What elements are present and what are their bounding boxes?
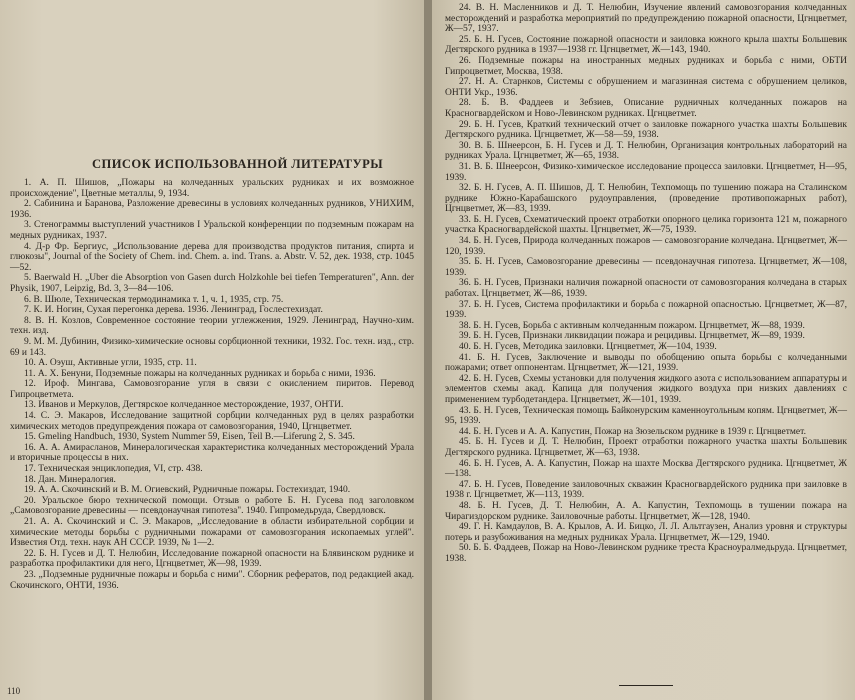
reference-entry: 33. Б. Н. Гусев, Схематический проект отработки опорного целика горизонта 121 м, пожарного участка Красногвардейской шахты. Цгнцветмет, Ж—75, 1939.	[445, 214, 847, 236]
reference-entry: 27. Н. А. Старнков, Системы с обрушением и магазинная система с обрушением целиков, ОНТИ Укр., 1936.	[445, 77, 847, 98]
reference-entry: 14. С. Э. Макаров, Исследование защитной сорбции колчеданных руд в целях разработки химических методов предупреждения пожара от самовозгорания, 1940, Цгнцветмет.	[10, 411, 414, 432]
reference-entry: 37. Б. Н. Гусев, Система профилактики и борьба с пожарной опасностью. Цгнцветмет, Ж—87, 1939.	[445, 299, 847, 321]
reference-entry: 6. В. Шюле, Техническая термодинамика т. 1, ч. 1, 1935, стр. 75.	[24, 294, 284, 305]
book-gutter	[424, 0, 432, 700]
reference-entry: 5. Baerwald H. „Uber die Absorption von Gasen durch Holzkohle bei tiefen Temperaturen", Ann. der Physik, 1907, Leipzig, Bd. 3, 3—84—106.	[10, 273, 414, 294]
page-number: 110	[7, 686, 21, 696]
reference-entry: 10. А. Оэуш, Активные угли, 1935, стр. 11.	[24, 358, 197, 369]
reference-entry: 36. Б. Н. Гусев, Признаки наличия пожарной опасности от самовозгорания колчедана в старых работах. Цгнцветмет, Ж—86, 1939.	[445, 278, 847, 300]
reference-entry: 26. Подземные пожары на иностранных медных рудниках и борьба с ними, ОБТИ Гипроцветмет, Москва, 1938.	[445, 55, 847, 77]
reference-entry: 17. Техническая энциклопедия, VI, стр. 438.	[24, 464, 203, 475]
end-rule	[619, 685, 673, 686]
reference-entry: 43. Б. Н. Гусев, Техническая помощь Байконурским каменноугольным копям. Цгнцветмет, Ж—95, 1939.	[445, 405, 847, 427]
reference-entry: 23. „Подземные рудничные пожары и борьба с ними". Сборник рефератов, под редакцией акад. Скочинского, ОНТИ, 1936.	[10, 569, 414, 591]
reference-entry: 50. Б. Б. Фаддеев, Пожар на Ново-Левинском руднике треста Красноуралмедьруда. Цгнцветмет, 1938.	[445, 543, 847, 564]
reference-entry: 16. А. А. Амирасланов, Минералогическая характеристика колчеданных месторождений Урала и вторичные процессы в них.	[10, 442, 414, 464]
reference-entry: 21. А. А. Скочинский и С. Э. Макаров, „Исследование в области избирательной сорбции и химические методы борьбы с рудничными пожарами от самовозгорания ископаемых углей". Известия Отд. техн. наук АН СССР. 1939, № 1—2.	[10, 517, 414, 549]
reference-entry: 45. Б. Н. Гусев и Д. Т. Нелюбин, Проект отработки пожарного участка шахты Большевик Дегтярского рудника. Цгнцветмет, Ж—63, 1938.	[445, 437, 847, 458]
reference-entry: 34. Б. Н. Гусев, Природа колчеданных пожаров — самовозгорание колчедана. Цгнцветмет, Ж—120, 1939.	[445, 236, 847, 257]
reference-entry: 41. Б. Н. Гусев, Заключение и выводы по обобщению опыта борьбы с колчеданными пожарами; ответ оппонентам. Цгнцветмет, Ж—121, 1939.	[445, 352, 847, 374]
right-page	[432, 0, 855, 700]
page-title: СПИСОК ИСПОЛЬЗОВАННОЙ ЛИТЕРАТУРЫ	[92, 157, 383, 171]
reference-entry: 7. К. И. Ногин, Сухая перегонка дерева. 1936. Ленинград, Гослестехиздат.	[24, 305, 323, 316]
reference-entry: 28. Б. В. Фаддеев и Зебзиев, Описание рудничных колчеданных пожаров на Красногвардейском и Ново-Левинском рудниках. Цгнцветмет.	[445, 98, 847, 119]
reference-entry: 49. Г. Н. Камдаулов, В. А. Крылов, А. И. Бицко, Л. Л. Альтгаузен, Анализ уровня и структуры потерь и разубоживания на медных рудниках Урала. Цгнцветмет, Ж—129, 1940.	[445, 522, 847, 543]
reference-entry: 12. Ироф. Мингава, Самовозгорание угля в связи с окислением пиритов. Перевод Гипроцветмета.	[10, 379, 414, 400]
reference-list-right	[445, 3, 847, 564]
reference-entry: 8. В. Н. Козлов, Современное состояние теории углежжения, 1929. Ленинград, Научно-хим. техн. изд.	[10, 315, 414, 337]
reference-entry: 4. Д-р Фр. Бергиус, „Использование дерева для производства продуктов питания, спирта и глюкозы", Journal of the Society of Chem. ind. Chem. a. ind. Trans. a. Abstr. V. 52, дек. 1938, стр. 1045—52.	[10, 241, 414, 273]
reference-entry: 18. Дан. Минералогия.	[24, 474, 116, 485]
reference-list-left	[10, 178, 414, 591]
reference-entry: 29. Б. Н. Гусев, Краткий технический отчет о заиловке пожарного участка шахты Большевик Дегтярского рудника. Цгнцветмет, Ж—58—59, 1938.	[445, 119, 847, 141]
reference-entry: 3. Стенограммы выступлений участников I Уральской конференции по подземным пожарам на медных рудниках, 1937.	[10, 220, 414, 241]
reference-entry: 13. Иванов и Меркулов, Дегтярское колчеданное месторождение, 1937, ОНТИ.	[24, 400, 344, 411]
reference-entry: 19. А. А. Скочинский и В. М. Огиевский, Рудничные пожары. Гостехиздат, 1940.	[24, 485, 351, 496]
reference-entry: 35. Б. Н. Гусев, Самовозгорание древесины — псевдонаучная гипотеза. Цгнцветмет, Ж—108, 1939.	[445, 257, 847, 278]
reference-entry: 1. А. П. Шишов, „Пожары на колчеданных уральских рудниках и их возможное происхождение", Цветные металлы, 9, 1934.	[10, 178, 414, 199]
reference-entry: 20. Уральское бюро технической помощи. Отзыв о работе Б. Н. Гусева под заголовком „Самовозгорание древесины — псевдонаучная гипотеза". 1940. Гипромедьруда, Свердловск.	[10, 495, 414, 517]
reference-entry: 48. Б. Н. Гусев, Д. Т. Нелюбин, А. А. Капустин, Техпомощь в тушении пожара на Чирагиздорском руднике. Заиловочные работы. Цгнцветмет, Ж—128, 1940.	[445, 500, 847, 522]
reference-entry: 40. Б. Н. Гусев, Методика заиловки. Цгнцветмет, Ж—104, 1939.	[459, 342, 717, 352]
reference-entry: 25. Б. Н. Гусев, Состояние пожарной опасности и заиловка южного крыла шахты Большевик Дегтярского рудника в 1937—1938 гг. Цгнцветмет, Ж—143, 1940.	[445, 34, 847, 56]
reference-entry: 44. Б. Н. Гусев и А. А. Капустин, Пожар на Зюзельском руднике в 1939 г. Цгнцветмет.	[459, 426, 806, 437]
reference-entry: 38. Б. Н. Гусев, Борьба с активным колчеданным пожаром. Цгнцветмет, Ж—88, 1939.	[459, 320, 805, 331]
reference-entry: 15. Gmeling Handbuch, 1930, System Nummer 59, Eisen, Teil B.—Liferung 2, S. 345.	[24, 432, 355, 443]
reference-entry: 42. Б. Н. Гусев, Схемы установки для получения жидкого азота с использованием аппаратуры и элементов схемы акад. Капица для получения жидкого воздуха при низких давлениях с применением турбодетандера. Цгнцветмет, Ж—101, 1939.	[445, 373, 847, 405]
reference-entry: 30. В. Б. Шнеерсон, Б. Н. Гусев и Д. Т. Нелюбин, Организация контрольных лабораторий на рудниках Урала. Цгнцветмет, Ж—65, 1938.	[445, 140, 847, 162]
reference-entry: 32. Б. Н. Гусев, А. П. Шишов, Д. Т. Нелюбин, Техпомощь по тушению пожара на Сталинском руднике Южно-Карабашского рудоуправления, (проведение противопожарных работ), Цгнцветмет, Ж—83, 1939.	[445, 183, 847, 215]
reference-entry: 39. Б. Н. Гусев, Признаки ликвидации пожара и рецидивы. Цгнцветмет, Ж—89, 1939.	[459, 331, 805, 342]
left-page	[0, 0, 424, 700]
reference-entry: 47. Б. Н. Гусев, Поведение заиловочных скважин Красногвардейского рудника при заиловке в 1938 г. Цгнцветмет, Ж—113, 1939.	[445, 479, 847, 501]
reference-entry: 31. В. Б. Шнеерсон, Физико-химическое исследование процесса заиловки. Цгнцветмет, Н—95, 1939.	[445, 161, 847, 183]
reference-entry: 46. Б. Н. Гусев, А. А. Капустин, Пожар на шахте Москва Дегтярского рудника. Цгнцветмет, Ж—138.	[445, 458, 847, 480]
reference-entry: 24. В. Н. Масленников и Д. Т. Нелюбин, Изучение явлений самовозгорания колчеданных месторождений и разработка мероприятий по предупреждению пожарной опасности, Цгнцветмет, Ж—57, 1937.	[445, 3, 847, 35]
reference-entry: 11. А. Х. Бенуни, Подземные пожары на колчеданных рудниках и борьба с ними, 1936.	[24, 368, 376, 379]
reference-entry: 9. М. М. Дубинин, Физико-химические основы сорбционной техники, 1932. Гос. техн. изд., стр. 69 и 143.	[10, 336, 414, 358]
reference-entry: 22. Б. Н. Гусев и Д. Т. Нелюбин, Исследование пожарной опасности на Блявинском руднике и разработка профилактики для него, Цгнцветмет, Ж—98, 1939.	[10, 548, 414, 570]
reference-entry: 2. Сабинина и Баранова, Разложение древесины в условиях колчеданных рудников, УНИХИМ, 1936.	[10, 199, 414, 220]
